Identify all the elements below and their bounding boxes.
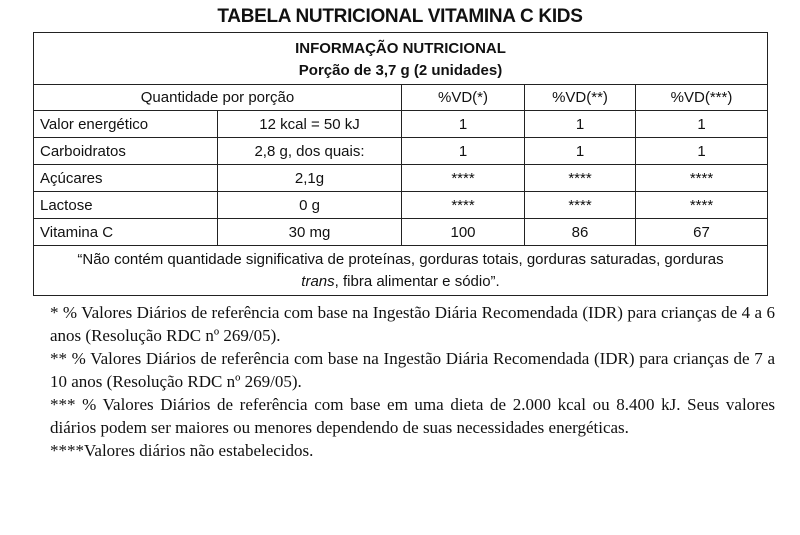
table-header-row	[34, 33, 768, 85]
nutrient-quantity: 0 g	[218, 192, 402, 219]
document-title: TABELA NUTRICIONAL VITAMINA C KIDS	[217, 6, 583, 27]
nutrient-vd1: ****	[402, 192, 525, 219]
nutrient-name: Vitamina C	[34, 219, 218, 246]
nutrient-vd2: ****	[525, 192, 636, 219]
nutrient-name: Carboidratos	[34, 138, 218, 165]
table-header	[34, 33, 768, 85]
col-header-vd1: %VD(*)	[402, 85, 525, 111]
nutrient-vd1: 1	[402, 111, 525, 138]
table-header-portion: Porção de 3,7 g (2 unidades)	[298, 61, 503, 79]
table-footer-row	[34, 246, 768, 296]
nutrient-quantity: 12 kcal = 50 kJ	[218, 111, 402, 138]
nutrient-vd3: ****	[636, 192, 768, 219]
table-footer-note	[34, 246, 768, 296]
table-row	[34, 138, 768, 165]
nutrient-quantity: 2,1g	[218, 165, 402, 192]
table-row	[34, 111, 768, 138]
nutrient-name: Valor energético	[34, 111, 218, 138]
nutrient-vd2: ****	[525, 165, 636, 192]
column-header-row	[34, 85, 768, 111]
footnote-not-established: ****Valores diários não estabelecidos.	[50, 441, 314, 460]
nutrient-vd1: 100	[402, 219, 525, 246]
nutrient-name: Açúcares	[34, 165, 218, 192]
nutrient-vd1: 1	[402, 138, 525, 165]
table-row	[34, 165, 768, 192]
footnote-vd3: *** % Valores Diários de referência com base em uma dieta de 2.000 kcal ou 8.400 kJ. Seus valores diários podem ser maiores ou menores dependendo de suas necessidades energéticas.	[50, 395, 775, 437]
nutrient-quantity: 2,8 g, dos quais:	[218, 138, 402, 165]
nutrient-vd3: 1	[636, 138, 768, 165]
table-row	[34, 192, 768, 219]
footnotes	[50, 301, 775, 462]
nutrient-vd1: ****	[402, 165, 525, 192]
table-header-title: INFORMAÇÃO NUTRICIONAL	[295, 39, 506, 57]
footer-text-after: , fibra alimentar e sódio”.	[334, 272, 500, 290]
col-header-quantity: Quantidade por porção	[34, 85, 402, 111]
col-header-vd3: %VD(***)	[636, 85, 768, 111]
table-row	[34, 219, 768, 246]
nutrient-vd2: 1	[525, 138, 636, 165]
col-header-vd2: %VD(**)	[525, 85, 636, 111]
nutrient-vd3: 67	[636, 219, 768, 246]
nutrient-vd2: 86	[525, 219, 636, 246]
footer-text-italic: trans	[301, 272, 335, 290]
nutrient-name: Lactose	[34, 192, 218, 219]
nutrient-vd2: 1	[525, 111, 636, 138]
footnote-vd1: * % Valores Diários de referência com base na Ingestão Diária Recomendada (IDR) para crianças de 4 a 6 anos (Resolução RDC nº 269/05).	[50, 303, 775, 345]
nutrient-vd3: ****	[636, 165, 768, 192]
nutrition-table	[33, 32, 768, 296]
footnote-vd2: ** % Valores Diários de referência com base na Ingestão Diária Recomendada (IDR) para crianças de 7 a 10 anos (Resolução RDC nº 269/05).	[50, 349, 775, 391]
nutrient-quantity: 30 mg	[218, 219, 402, 246]
footer-text-before: “Não contém quantidade significativa de proteínas, gorduras totais, gorduras saturadas, gorduras	[77, 250, 724, 268]
nutrient-vd3: 1	[636, 111, 768, 138]
